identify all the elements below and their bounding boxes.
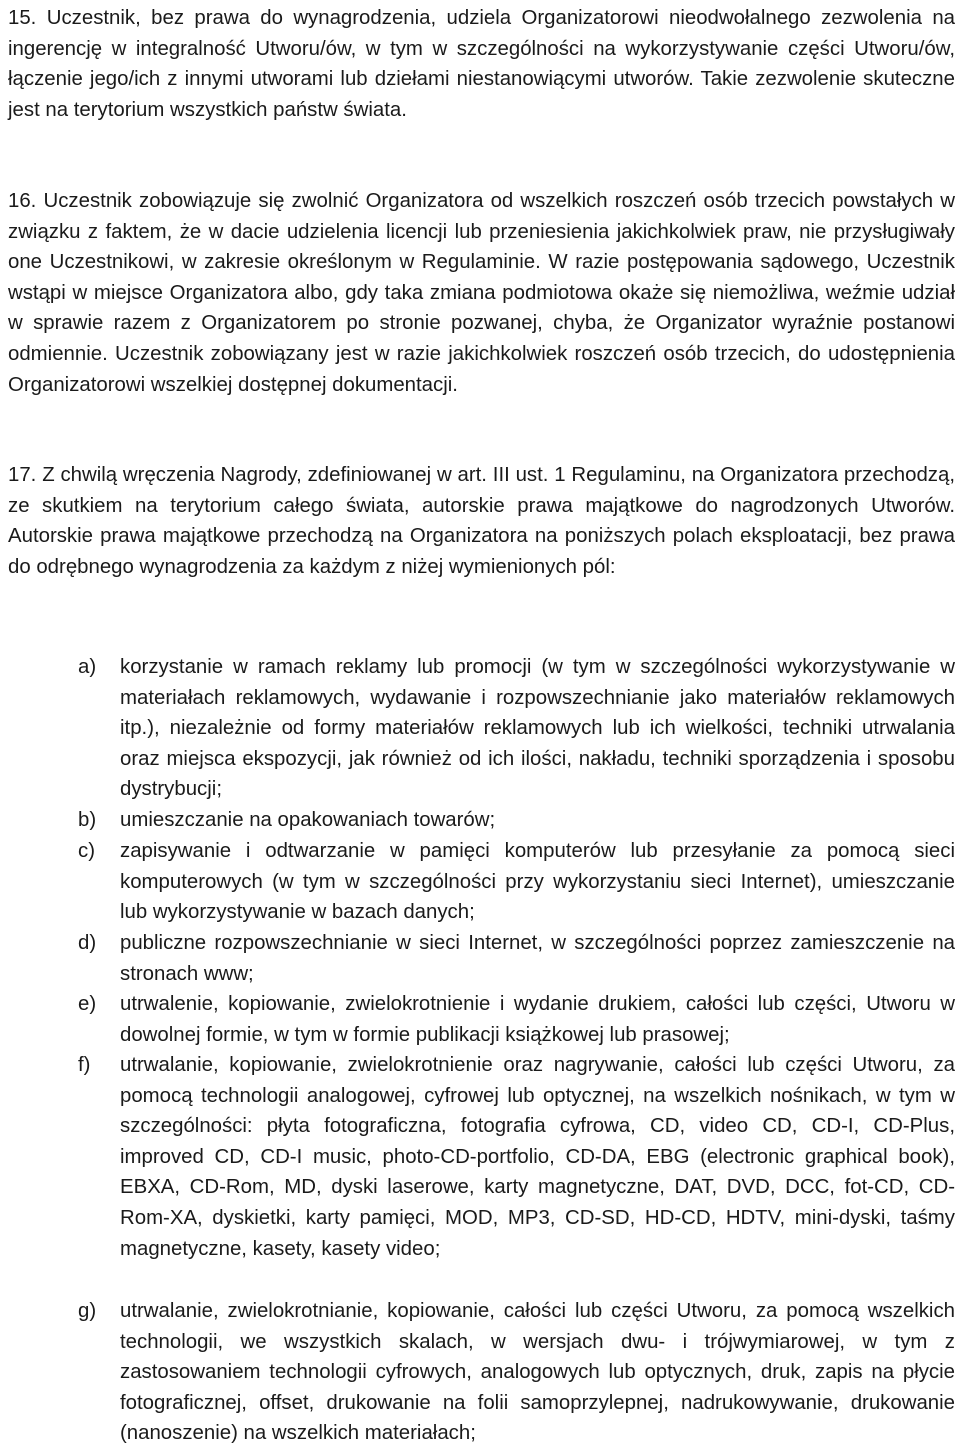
- list-item-label: f): [78, 1054, 91, 1076]
- list-item-text: zapisywanie i odtwarzanie w pamięci komputerów lub przesyłanie za pomocą sieci komputerowych (w tym w szczególności przy wykorzystaniu sieci Internet), umieszczanie lub wykorzystywanie w bazach danych;: [120, 840, 955, 924]
- paragraph-16: [8, 186, 955, 400]
- list-item-text: publiczne rozpowszechnianie w sieci Internet, w szczególności poprzez zamieszczenie na stronach www;: [120, 932, 955, 985]
- list-item-label: d): [78, 932, 97, 954]
- list-item-text: utrwalanie, kopiowanie, zwielokrotnienie oraz nagrywanie, całości lub części Utworu, za pomocą technologii analogowej, cyfrowej lub optycznej, na wszelkich nośnikach, w tym w szczególności: płyta fotograficzna, fotografia cyfrowa, CD, video CD, CD-I, CD-Plus, improved CD, CD-I music, photo-CD-portfolio, CD-DA, EBG (electronic graphical book), EBXA, CD-Rom, MD, dyski laserowe, karty magnetyczne, DAT, DVD, DCC, fot-CD, CD-Rom-XA, dyskietki, karty pamięci, MOD, MP3, CD-SD, HD-CD, HDTV, mini-dyski, taśmy magnetyczne, kasety, kasety video;: [120, 1054, 955, 1260]
- paragraph-text: Uczestnik, bez prawa do wynagrodzenia, udziela Organizatorowi nieodwołalnego zezwolenia na ingerencję w integralność Utworu/ów, w tym w szczególności na wykorzystywanie części Utworu/ów, łączenie jego/ich z innymi utworami lub dziełami niestanowiącymi utworów. Takie zezwolenie skuteczne jest na terytorium wszystkich państw świata.: [8, 7, 955, 121]
- list-item-text: utrwalanie, zwielokrotnianie, kopiowanie, całości lub części Utworu, za pomocą wszelkich technologii, we wszystkich skalach, w wersjach dwu- i trójwymiarowej, w tym z zastosowaniem technologii cyfrowych, analogowych lub optycznych, druk, zapis na płycie fotograficznej, offset, drukowanie na folii samoprzylepnej, nadrukowywanie, drukowanie (nanoszenie) na wszelkich materiałach;: [120, 1300, 955, 1445]
- list-item-text: korzystanie w ramach reklamy lub promocji (w tym w szczególności wykorzystywanie w materiałach reklamowych, wydawanie i rozpowszechnianie jako materiałów reklamowych itp.), niezależnie od formy materiałów reklamowych lub ich wielkości, techniki utrwalania oraz miejsca ekspozycji, jak również od ich ilości, nakładu, techniki sporządzenia i sposobu dystrybucji;: [120, 656, 955, 801]
- list-item-text: umieszczanie na opakowaniach towarów;: [120, 809, 496, 831]
- paragraph-text: Uczestnik zobowiązuje się zwolnić Organizatora od wszelkich roszczeń osób trzecich powstałych w związku z faktem, że w dacie udzielenia licencji lub przeniesienia jakichkolwiek praw, nie przysługiwały one Uczestnikowi, w zakresie określonym w Regulaminie. W razie postępowania sądowego, Uczestnik wstąpi w miejsce Organizatora albo, gdy taka zmiana podmiotowa okaże się niemożliwa, weźmie udział w sprawie razem z Organizatorem po stronie pozwanej, chyba, że Organizator wyraźnie postanowi odmiennie. Uczestnik zobowiązany jest w razie jakichkolwiek roszczeń osób trzecich, do udostępnienia Organizatorowi wszelkiej dostępnej dokumentacji.: [8, 190, 955, 396]
- paragraph-17: [8, 460, 955, 582]
- paragraph-number: 17.: [8, 464, 37, 486]
- list-item-label: a): [78, 656, 97, 678]
- list-item-label: c): [78, 840, 95, 862]
- paragraph-number: 15.: [8, 7, 37, 29]
- paragraph-number: 16.: [8, 190, 37, 212]
- list-item-label: b): [78, 809, 97, 831]
- list-item-text: utrwalenie, kopiowanie, zwielokrotnienie i wydanie drukiem, całości lub części, Utworu w dowolnej formie, w tym w formie publikacji książkowej lub prasowej;: [120, 993, 955, 1046]
- list-item-label: g): [78, 1300, 97, 1322]
- list-item-label: e): [78, 993, 97, 1015]
- paragraph-15: [8, 3, 955, 125]
- paragraph-text: Z chwilą wręczenia Nagrody, zdefiniowanej w art. III ust. 1 Regulaminu, na Organizatora przechodzą, ze skutkiem na terytorium całego świata, autorskie prawa majątkowe do nagrodzonych Utworów. Autorskie prawa majątkowe przechodzą na Organizatora na poniższych polach eksploatacji, bez prawa do odrębnego wynagrodzenia za każdym z niżej wymienionych pól:: [8, 464, 955, 578]
